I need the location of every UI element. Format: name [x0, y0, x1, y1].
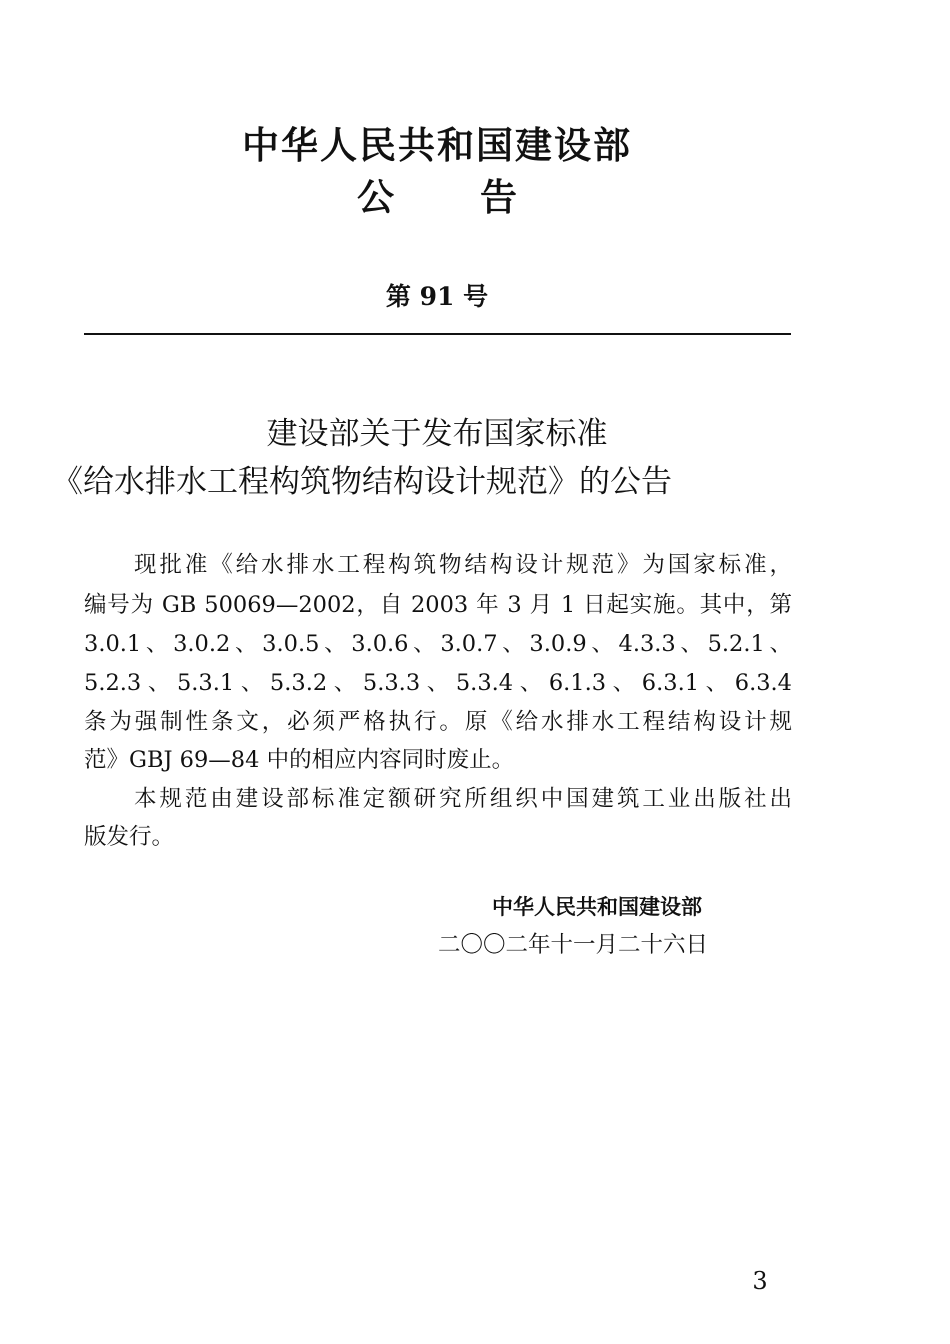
signature-organization: 中华人民共和国建设部	[492, 895, 702, 919]
page-number: 3	[752, 1267, 768, 1295]
body-paragraph-2-line: 版发行。	[84, 824, 175, 850]
subject-line-1: 建设部关于发布国家标准	[266, 416, 608, 452]
body-paragraph-1-line: 条为强制性条文，必须严格执行。原《给水排水工程结构设计规	[84, 709, 792, 735]
body-paragraph-1-line: 现批准《给水排水工程构筑物结构设计规范》为国家标准，	[134, 552, 792, 578]
signature-date: 二〇〇二年十一月二十六日	[438, 932, 709, 958]
notice-label	[0, 172, 874, 224]
body-paragraph-2-line: 本规范由建设部标准定额研究所组织中国建筑工业出版社出	[134, 786, 792, 812]
body-paragraph-1-line: 范》GBJ 69—84 中的相应内容同时废止。	[84, 747, 515, 773]
body-paragraph-1-line: 5.2.3、5.3.1、5.3.2、5.3.3、5.3.4、6.1.3、6.3.1、6.3.4	[84, 670, 792, 696]
notice-label-part2: 告	[480, 176, 517, 219]
subject-line-2: 《给水排水工程构筑物结构设计规范》的公告	[52, 464, 672, 500]
notice-label-part1: 公	[357, 176, 394, 219]
ministry-title: 中华人民共和国建设部	[242, 124, 632, 167]
body-paragraph-1-line: 3.0.1、3.0.2、3.0.5、3.0.6、3.0.7、3.0.9、4.3.3、5.2.1、	[84, 631, 792, 657]
header-divider	[84, 333, 791, 335]
notice-number: 第 91 号	[385, 282, 489, 311]
body-paragraph-1-line: 编号为 GB 50069—2002，自 2003 年 3 月 1 日起实施。其中，第	[84, 592, 792, 618]
